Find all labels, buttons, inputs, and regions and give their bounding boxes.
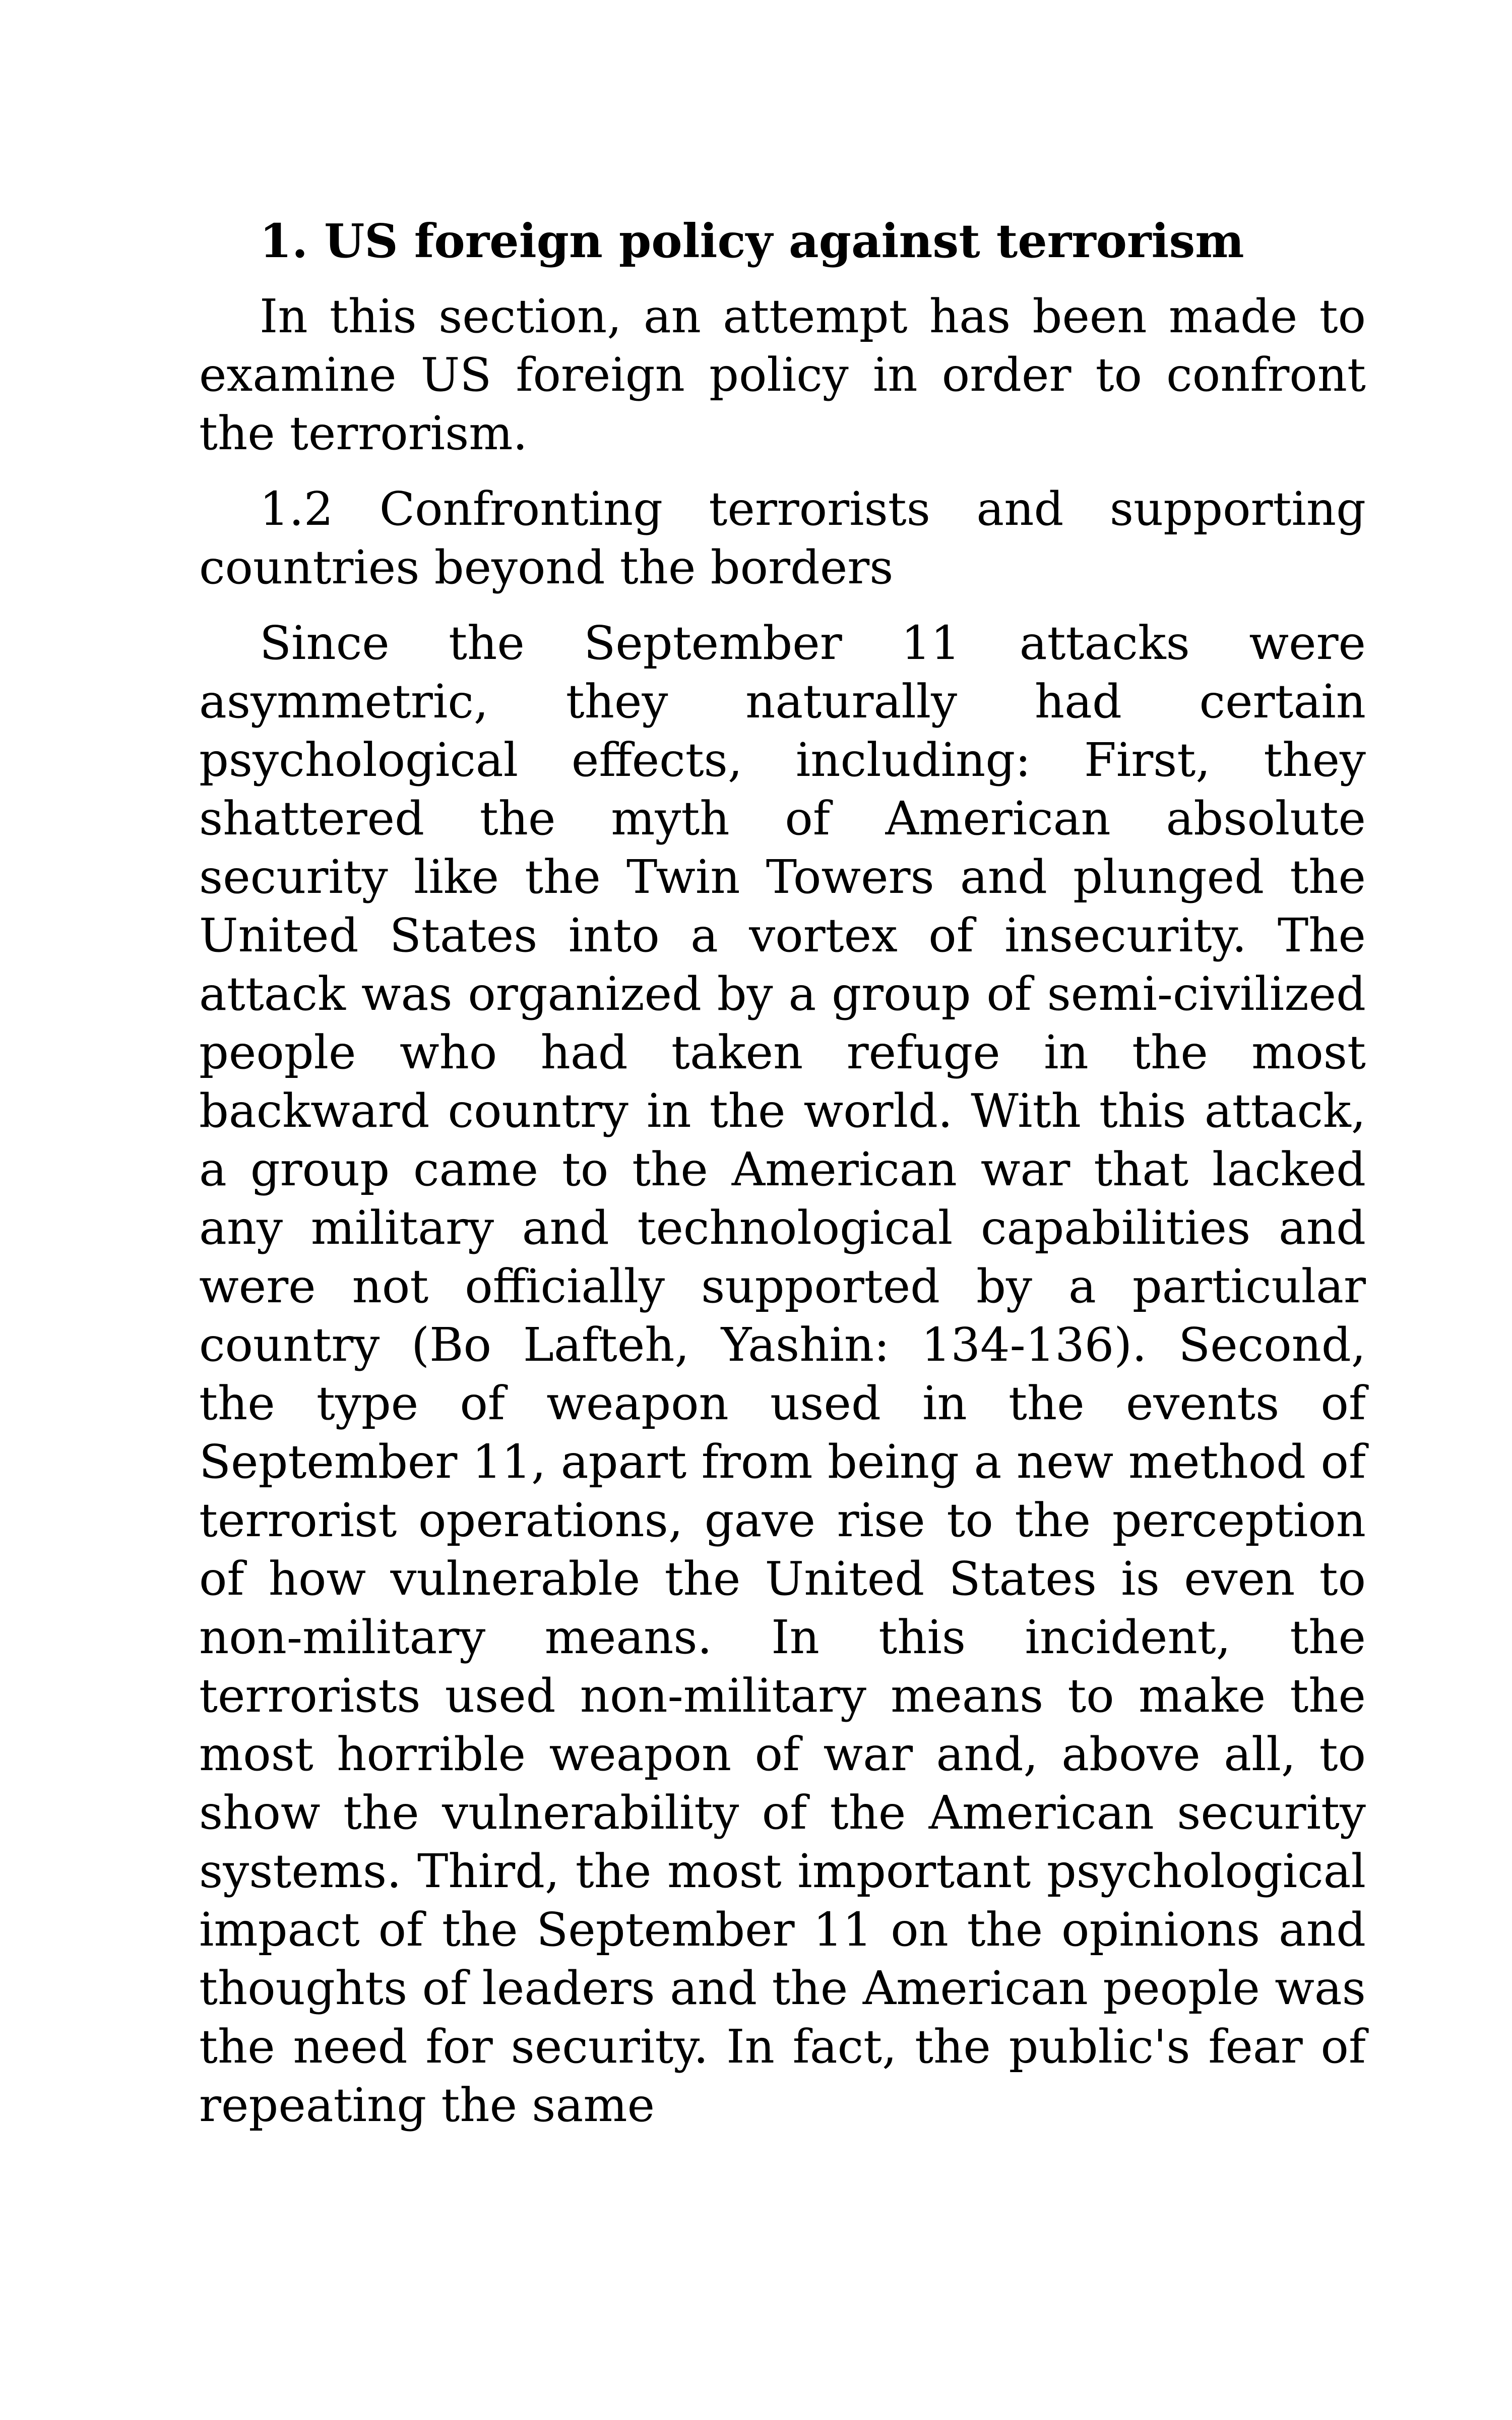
section-heading: 1. US foreign policy against terrorism <box>260 214 1244 268</box>
body-paragraph: Since the September 11 attacks were asymmetric, they naturally had certain psychological effects, including: First, they shattered the myth of American absolute security like the Twin Towers and plunged the United States into a vortex of insecurity. The attack was organized by a group of semi-civilized people who had taken refuge in the most backward country in the world. With this attack, a group came to the American war that lacked any military and technological capabilities and were not officially supported by a particular country (Bo Lafteh, Yashin: 134-136). Second, the type of weapon used in the events of September 11, apart from being a new method of terrorist operations, gave rise to the perception of how vulnerable the United States is even to non-military means. In this incident, the terrorists used non-military means to make the most horrible weapon of war and, above all, to show the vulnerability of the American security systems. Third, the most important psychological impact of the September 11 on the opinions and thoughts of leaders and the American people was the need for security. In fact, the public's fear of repeating the same <box>199 616 1366 2132</box>
document-page <box>199 212 1366 2152</box>
intro-paragraph: In this section, an attempt has been made to examine US foreign policy in order to confront the terrorism. <box>199 289 1366 460</box>
subsection-heading: 1.2 Confronting terrorists and supporting countries beyond the borders <box>199 482 1366 594</box>
